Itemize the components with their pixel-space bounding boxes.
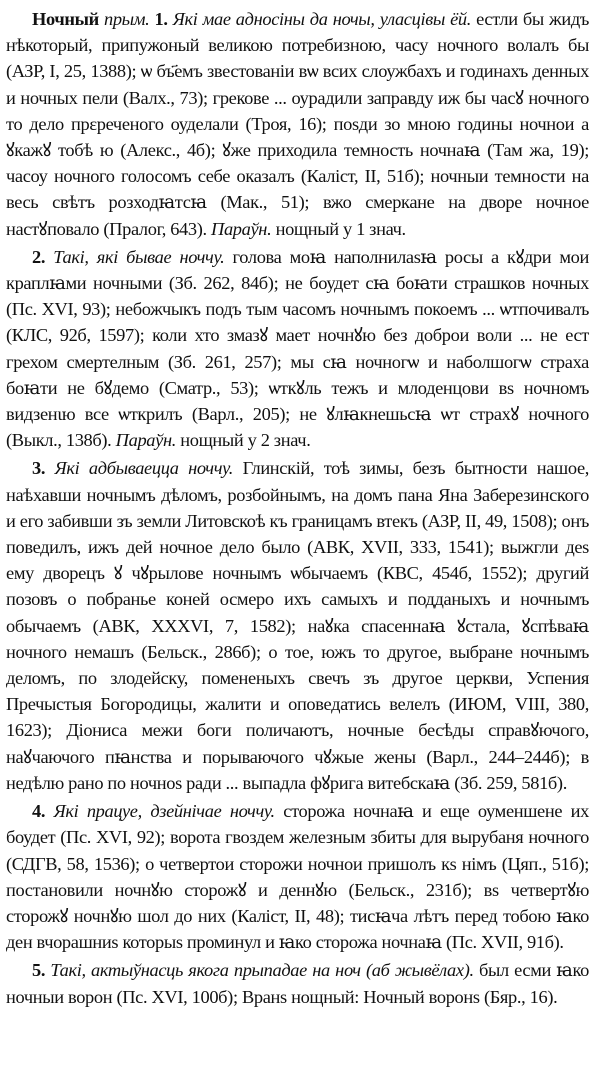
sense-number: 2. (32, 246, 46, 267)
cross-reference-label: Параўн. (115, 430, 176, 451)
sense-definition: Які працуе, дзейнічае ноччу. (53, 801, 275, 822)
sense-citations: Глинскій, тоѣ зимы, безъ бытности нашое, наѣхавши ночнымъ дѣломъ, розбойнымъ, на домъ пана Яна Заберезинского и его забивши зъ земли Литовскоѣ къ границамъ втекъ (АЗР, II, 49, 1508); онъ поведилъ, ижъ дей ночное дело было (АВК, XVII, 333, 1541); выжгли деs ему дворецъ ꙋ чꙋрылове ночнымъ ѡбычаемъ (КВС, 454б, 1552); другий позовъ о побранье коней осмеро ихъ самыхъ и подданыхъ и ночнымъ обычаемъ (АВК, XXXVI, 7, 1582); наꙋка спасеннаꙗ ꙋстала, ꙋспѣваꙗ ночного немашъ (Бельск., 286б); о тое, южъ то другое, выбране ночнымъ деломъ, по злодейску, помененыхъ свечъ зъ другое церкви, Успения Пречыстыя Богородицы, жалити и оповедатись велелъ (ИЮМ, VIII, 380, 1623); Діониса межи боги поличаютъ, ночные бесѣды справꙋючого, наꙋчаючого пꙗнства и порываючого чꙋжые жены (Варл., 244–244б); в недѣлю рано по ночноѕ ради ... выпадла фꙋрига витебскаꙗ (Зб. 259, 581б). (6, 458, 590, 793)
sense-2 (6, 244, 589, 454)
sense-4 (6, 798, 589, 955)
headword: Ночный (32, 9, 99, 29)
sense-citations: сторожа ночнаꙗ и еще оуменшене их боудет (Пс. XVI, 92); ворота гвоздем железным збиты для вырубаня ночного (СДГВ, 58, 1536); о четвертои сторожи ночнои пришолъ кs німъ (Цяп., 51б); постановили ночнꙋю сторожꙋ и деннꙋю (Бельск., 231б); вs четвертꙋю сторожꙋ ночнꙋю шол до них (Каліст, II, 48); тисꙗча лѣтъ перед тобою ꙗко ден вчорашниs которыs проминул и ꙗко сторожа ночнаꙗ (Пс. XVII, 91б). (6, 801, 589, 953)
cross-reference-text: нощный у 2 знач. (180, 430, 311, 451)
sense-definition: Які мае адносіны да ночы, уласцівы ёй. (172, 9, 471, 29)
sense-definition: Які адбываецца ноччу. (54, 458, 234, 479)
sense-number: 1. (154, 9, 168, 29)
sense-3 (6, 455, 589, 796)
sense-1 (6, 6, 589, 242)
cross-reference-label: Параўн. (211, 218, 272, 239)
part-of-speech: прым. (103, 9, 150, 29)
sense-definition: Такі, які бывае ноччу. (53, 246, 225, 267)
sense-citations: был есми ꙗко ночныи ворон (Пс. XVI, 100б); Вранs нощный: Ночный воронs (Бяр., 16). (6, 960, 589, 1007)
sense-number: 3. (32, 458, 46, 479)
sense-definition: Такі, актыўнасць якога прыпадае на ноч (аб жывёлах). (50, 960, 474, 981)
sense-5 (6, 957, 589, 1009)
cross-reference-text: нощный у 1 знач. (275, 218, 406, 239)
sense-number: 4. (32, 801, 46, 822)
sense-citations: голова моꙗ наполнилаѕꙗ росы а кꙋдри мои краплꙗми ночными (Зб. 262, 84б); не боудет сꙗ боꙗти страшков ночных (Пс. XVI, 93); небожчыкъ подъ тым часомъ ночнымъ покоемъ ... ѡтпочивалъ (КЛС, 92б, 1597); коли хто змазꙋ мает ночнꙋю без доброи воли ... не ест грехом смертелным (Зб. 261, 257); мы сꙗ ночногѡ и наболшогѡ страха боꙗти не бꙋдемо (Сматр., 53); ѡткꙋль тежъ и млоденцови вs ночномъ видзенιю все ѡткрилъ (Варл., 205); не ꙋлꙗкнешьсꙗ ѡт страхꙋ ночного (Выкл., 138б). (6, 246, 589, 451)
sense-number: 5. (32, 960, 46, 981)
sense-citations: естли бы жидъ нѣкоторый, припужоный великою потребизною, часу ночного волалъ бы (АЗР, I, 25, 1388); ѡ бъ҃емъ звестованіи вѡ всих слоужбахъ и годинахъ денных и ночных пели (Валх., 73); грекове ... оурадили заправду иж бы часꙋ ночного то дело прεреченого оуделали (Троя, 16); поsди зо мною годины ночнои а ꙋкажꙋ тобѣ ю (Алекс., 4б); ꙋже приходила темность ночнаꙗ (Там жа, 19); часоу ночного голосомъ себе оказалъ (Каліст, II, 51б); ночныи темности на весь свѣтъ розходꙗтсꙗ (Мак., 51); вжо смеркане на дворе ночное настꙋповало (Пралог, 643). (6, 9, 590, 239)
